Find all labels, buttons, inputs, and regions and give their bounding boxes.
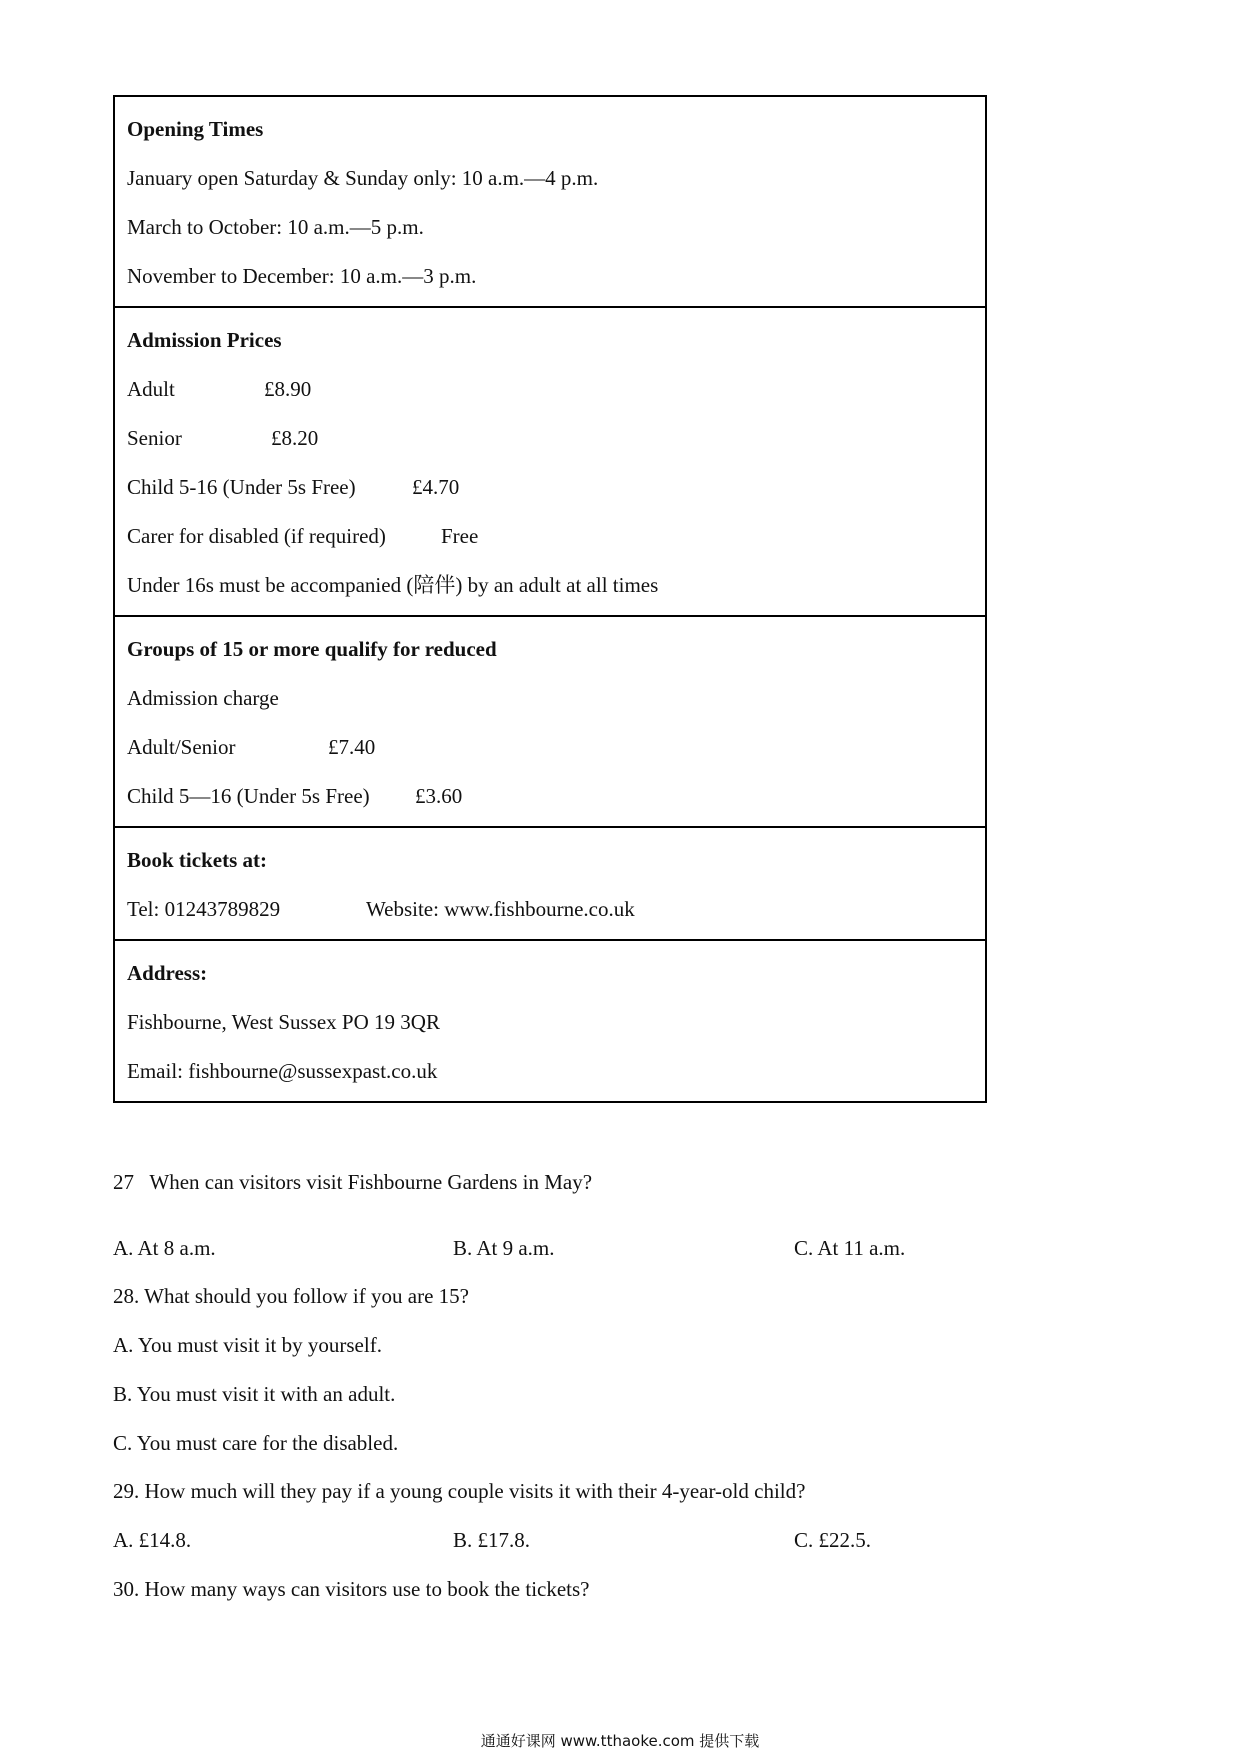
address-line: Fishbourne, West Sussex PO 19 3QR [127,1010,440,1034]
price-label: Child 5—16 (Under 5s Free) [127,784,370,808]
opening-times-line: January open Saturday & Sunday only: 10 a.m.—4 p.m. [127,166,599,190]
price-label: Adult [127,377,175,401]
admission-note: Under 16s must be accompanied (陪伴) by an adult at all times [127,573,659,597]
opening-times-section [115,97,985,308]
admission-section [115,308,985,617]
price-value: £4.70 [412,475,460,499]
booking-website: Website: www.fishbourne.co.uk [366,897,635,921]
price-row [127,782,973,816]
option-28-a: A. You must visit it by yourself. [113,1333,382,1357]
option-29-a: A. £14.8. [113,1528,192,1552]
groups-section [115,617,985,828]
price-row [127,473,973,522]
option-29-b: B. £17.8. [453,1528,531,1552]
option-28-b: B. You must visit it with an adult. [113,1382,396,1406]
opening-times-heading: Opening Times [127,117,264,141]
price-value: £8.90 [264,377,312,401]
booking-tel: Tel: 01243789829 [127,897,281,921]
price-label: Senior [127,426,182,450]
option-29-c: C. £22.5. [794,1528,872,1552]
booking-section [115,828,985,941]
address-heading: Address: [127,961,208,985]
question-27: 27 When can visitors visit Fishbourne Gardens in May? [113,1170,593,1194]
option-27-b: B. At 9 a.m. [453,1236,555,1260]
address-section [115,941,985,1101]
admission-heading: Admission Prices [127,328,282,352]
price-row [127,522,973,571]
price-label: Adult/Senior [127,735,236,759]
question-30: 30. How many ways can visitors use to book the tickets? [113,1577,590,1601]
booking-contacts [127,895,973,929]
price-row [127,424,973,473]
price-value: £7.40 [328,735,376,759]
groups-heading: Groups of 15 or more qualify for reduced [127,637,497,661]
price-value: Free [441,524,479,548]
price-label: Child 5-16 (Under 5s Free) [127,475,356,499]
price-label: Carer for disabled (if required) [127,524,386,548]
option-27-a: A. At 8 a.m. [113,1236,216,1260]
info-table [113,95,987,1103]
question-28: 28. What should you follow if you are 15? [113,1284,469,1308]
question-29: 29. How much will they pay if a young couple visits it with their 4-year-old child? [113,1479,806,1503]
option-28-c: C. You must care for the disabled. [113,1431,399,1455]
opening-times-line: March to October: 10 a.m.—5 p.m. [127,215,424,239]
page-footer: 通通好课网 www.tthaoke.com 提供下载 [480,1732,760,1750]
option-27-c: C. At 11 a.m. [794,1236,906,1260]
price-row [127,733,973,782]
address-email: Email: fishbourne@sussexpast.co.uk [127,1059,438,1083]
booking-heading: Book tickets at: [127,848,267,872]
opening-times-line: November to December: 10 a.m.—3 p.m. [127,264,477,288]
groups-subheading: Admission charge [127,686,279,710]
price-value: £8.20 [271,426,319,450]
price-row [127,375,973,424]
price-value: £3.60 [415,784,463,808]
